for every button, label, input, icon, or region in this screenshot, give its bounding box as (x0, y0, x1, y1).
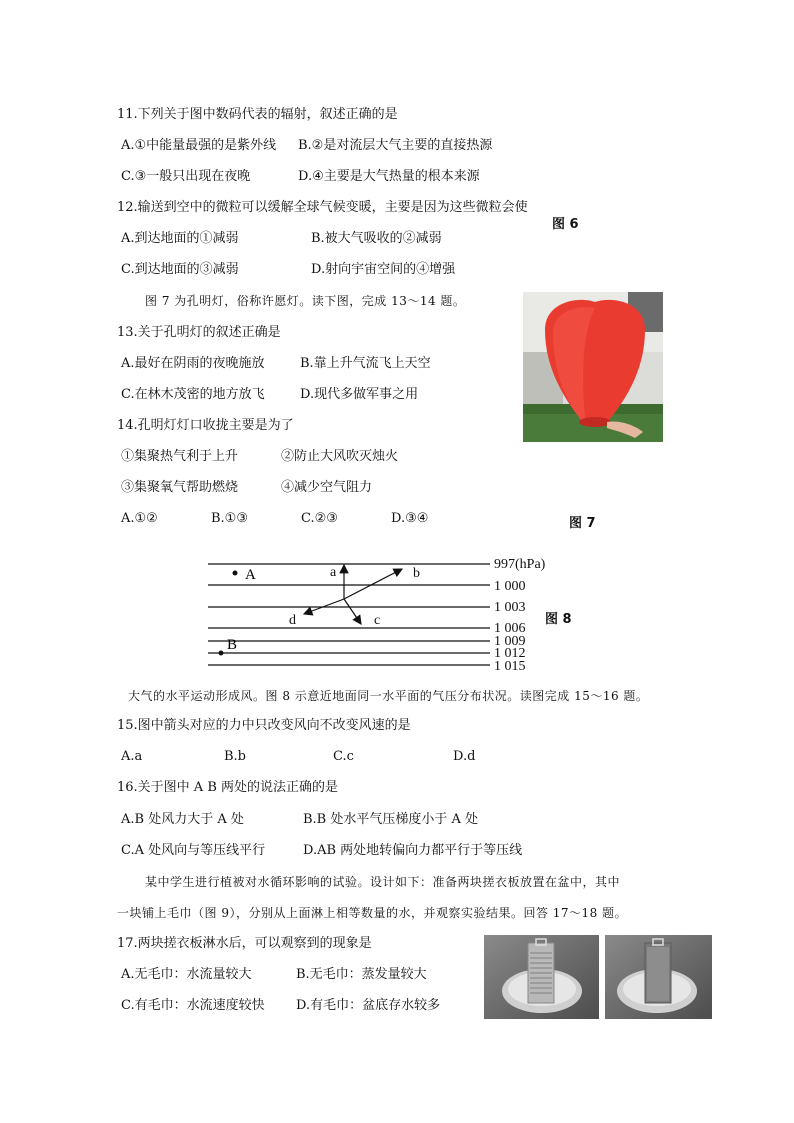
question-13-stem: 13.关于孔明灯的叙述正确是 (117, 325, 281, 340)
figure-8-caption: 图 8 (545, 612, 572, 627)
isobar-label-997: 997(hPa) (494, 557, 546, 572)
q14-item-2: ②防止大风吹灭烛火 (281, 449, 399, 464)
isobar-label-1012: 1 012 (494, 646, 526, 661)
q14-item-4: ④减少空气阻力 (281, 480, 373, 495)
q14-item-1: ①集聚热气利于上升 (121, 449, 239, 464)
arrow-c (344, 599, 361, 624)
q12-option-c: C.到达地面的③减弱 (121, 262, 239, 277)
intro-17-18-line1: 某中学生进行植被对水循环影响的试验。设计如下：准备两块搓衣板放置在盆中，其中 (145, 875, 621, 889)
q17-option-a: A.无毛巾：水流量较大 (121, 967, 252, 982)
q14-item-3: ③集聚氧气帮助燃烧 (121, 480, 239, 495)
question-11-stem: 11.下列关于图中数码代表的辐射，叙述正确的是 (117, 107, 398, 122)
q11-option-a: A.①中能量最强的是紫外线 (121, 138, 277, 153)
figure-6-caption: 图 6 (552, 217, 579, 232)
q13-option-c: C.在林木茂密的地方放飞 (121, 387, 265, 402)
point-b-dot (219, 651, 224, 656)
arrow-d-label: d (289, 613, 296, 628)
q12-option-a: A.到达地面的①减弱 (121, 231, 239, 246)
isobar-label-1000: 1 000 (494, 579, 526, 594)
arrow-c-label: c (374, 613, 381, 628)
isobar-label-1006: 1 006 (494, 621, 526, 636)
question-16-stem: 16.关于图中 A B 两处的说法正确的是 (117, 780, 339, 795)
point-b-label: B (227, 637, 238, 653)
q15-option-a: A.a (121, 749, 143, 764)
q13-option-a: A.最好在阴雨的夜晚施放 (121, 356, 265, 371)
washboard-with-towel-photo (605, 935, 712, 1019)
q16-option-d: D.AB 两处地转偏向力都平行于等压线 (303, 843, 523, 858)
q17-option-c: C.有毛巾：水流速度较快 (121, 998, 265, 1013)
q11-option-b: B.②是对流层大气主要的直接热源 (298, 138, 493, 153)
q16-option-c: C.A 处风向与等压线平行 (121, 843, 266, 858)
washboard-no-towel-photo (484, 935, 599, 1019)
q12-option-b: B.被大气吸收的②减弱 (311, 231, 442, 246)
intro-13-14: 图 7 为孔明灯，俗称许愿灯。读下图，完成 13～14 题。 (145, 294, 466, 308)
q14-option-a: A.①② (121, 511, 158, 526)
q12-option-d: D.射向宇宙空间的④增强 (311, 262, 456, 277)
intro-15-16: 大气的水平运动形成风。图 8 示意近地面同一水平面的气压分布状况。读图完成 15～16 题。 (128, 689, 649, 703)
point-a-dot (233, 571, 238, 576)
question-12-stem: 12.输送到空中的微粒可以缓解全球气候变暖，主要是因为这些微粒会使 (117, 200, 528, 215)
arrow-b-label: b (413, 566, 420, 581)
question-15-stem: 15.图中箭头对应的力中只改变风向不改变风速的是 (117, 718, 411, 733)
q14-option-c: C.②③ (301, 511, 338, 526)
q14-option-b: B.①③ (211, 511, 248, 526)
q16-option-a: A.B 处风力大于 A 处 (121, 812, 244, 827)
isobar-diagram (200, 552, 570, 677)
q11-option-c: C.③一般只出现在夜晚 (121, 169, 251, 184)
question-14-stem: 14.孔明灯灯口收拢主要是为了 (117, 418, 294, 433)
question-17-stem: 17.两块搓衣板淋水后，可以观察到的现象是 (117, 936, 372, 951)
point-a-label: A (245, 567, 256, 583)
arrow-a-label: a (330, 565, 337, 580)
isobar-label-1003: 1 003 (494, 600, 526, 615)
q13-option-b: B.靠上升气流飞上天空 (300, 356, 431, 371)
q15-option-b: B.b (224, 749, 247, 764)
q15-option-c: C.c (333, 749, 354, 764)
isobar-label-1015: 1 015 (494, 659, 526, 674)
q16-option-b: B.B 处水平气压梯度小于 A 处 (303, 812, 479, 827)
intro-17-18-line2: 一块铺上毛巾（图 9），分别从上面淋上相等数量的水，并观察实验结果。回答 17～18 题。 (117, 906, 628, 920)
arrow-b (344, 569, 402, 599)
q17-option-b: B.无毛巾：蒸发量较大 (296, 967, 427, 982)
q13-option-d: D.现代多做军事之用 (300, 387, 419, 402)
sky-lantern-photo (523, 292, 663, 442)
q17-option-d: D.有毛巾：盆底存水较多 (296, 998, 441, 1013)
isobar-label-1009: 1 009 (494, 634, 526, 649)
q15-option-d: D.d (453, 749, 476, 764)
q11-option-d: D.④主要是大气热量的根本来源 (298, 169, 480, 184)
figure-7-caption: 图 7 (569, 516, 596, 531)
q14-option-d: D.③④ (391, 511, 429, 526)
